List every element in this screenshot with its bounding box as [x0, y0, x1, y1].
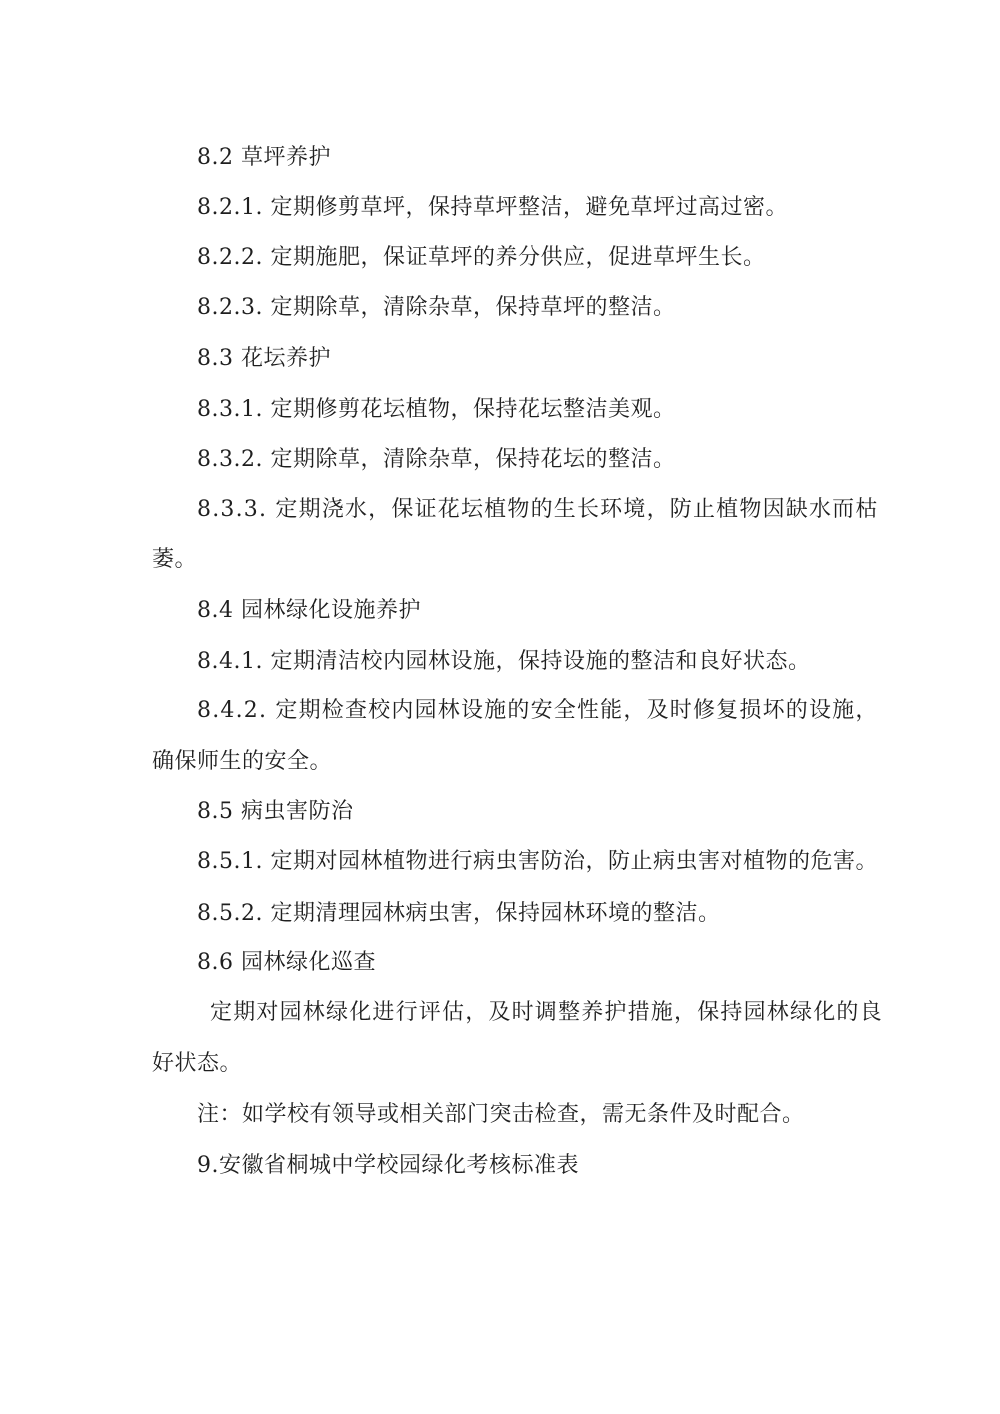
paragraph-continuation: 好状态。	[152, 1051, 243, 1076]
paragraph-continuation: 萎。	[152, 547, 198, 572]
paragraph: 8.4.2. 定期检查校内园林设施的安全性能，及时修复损坏的设施，	[197, 698, 879, 723]
section-heading: 8.2 草坪养护	[197, 145, 331, 170]
paragraph: 8.5.1. 定期对园林植物进行病虫害防治，防止病虫害对植物的危害。	[197, 849, 878, 874]
paragraph-continuation: 确保师生的安全。	[152, 749, 333, 774]
section-heading: 8.3 花坛养护	[197, 346, 331, 371]
section-heading: 8.6 园林绿化巡查	[197, 950, 376, 975]
paragraph: 8.3.1. 定期修剪花坛植物，保持花坛整洁美观。	[197, 397, 676, 422]
paragraph: 8.5.2. 定期清理园林病虫害，保持园林环境的整洁。	[197, 901, 721, 926]
paragraph: 8.4.1. 定期清洁校内园林设施，保持设施的整洁和良好状态。	[197, 649, 811, 674]
paragraph: 8.2.1. 定期修剪草坪，保持草坪整洁，避免草坪过高过密。	[197, 195, 788, 220]
paragraph: 定期对园林绿化进行评估，及时调整养护措施，保持园林绿化的良	[210, 1000, 883, 1025]
paragraph: 8.3.2. 定期除草，清除杂草，保持花坛的整洁。	[197, 447, 676, 472]
section-heading: 8.5 病虫害防治	[197, 799, 354, 824]
section-heading: 8.4 园林绿化设施养护	[197, 598, 421, 623]
paragraph: 8.3.3. 定期浇水，保证花坛植物的生长环境，防止植物因缺水而枯	[197, 497, 879, 522]
paragraph: 8.2.2. 定期施肥，保证草坪的养分供应，促进草坪生长。	[197, 245, 766, 270]
section-heading: 9.安徽省桐城中学校园绿化考核标准表	[197, 1153, 579, 1178]
paragraph: 8.2.3. 定期除草，清除杂草，保持草坪的整洁。	[197, 295, 676, 320]
note-paragraph: 注：如学校有领导或相关部门突击检查，需无条件及时配合。	[197, 1102, 805, 1127]
